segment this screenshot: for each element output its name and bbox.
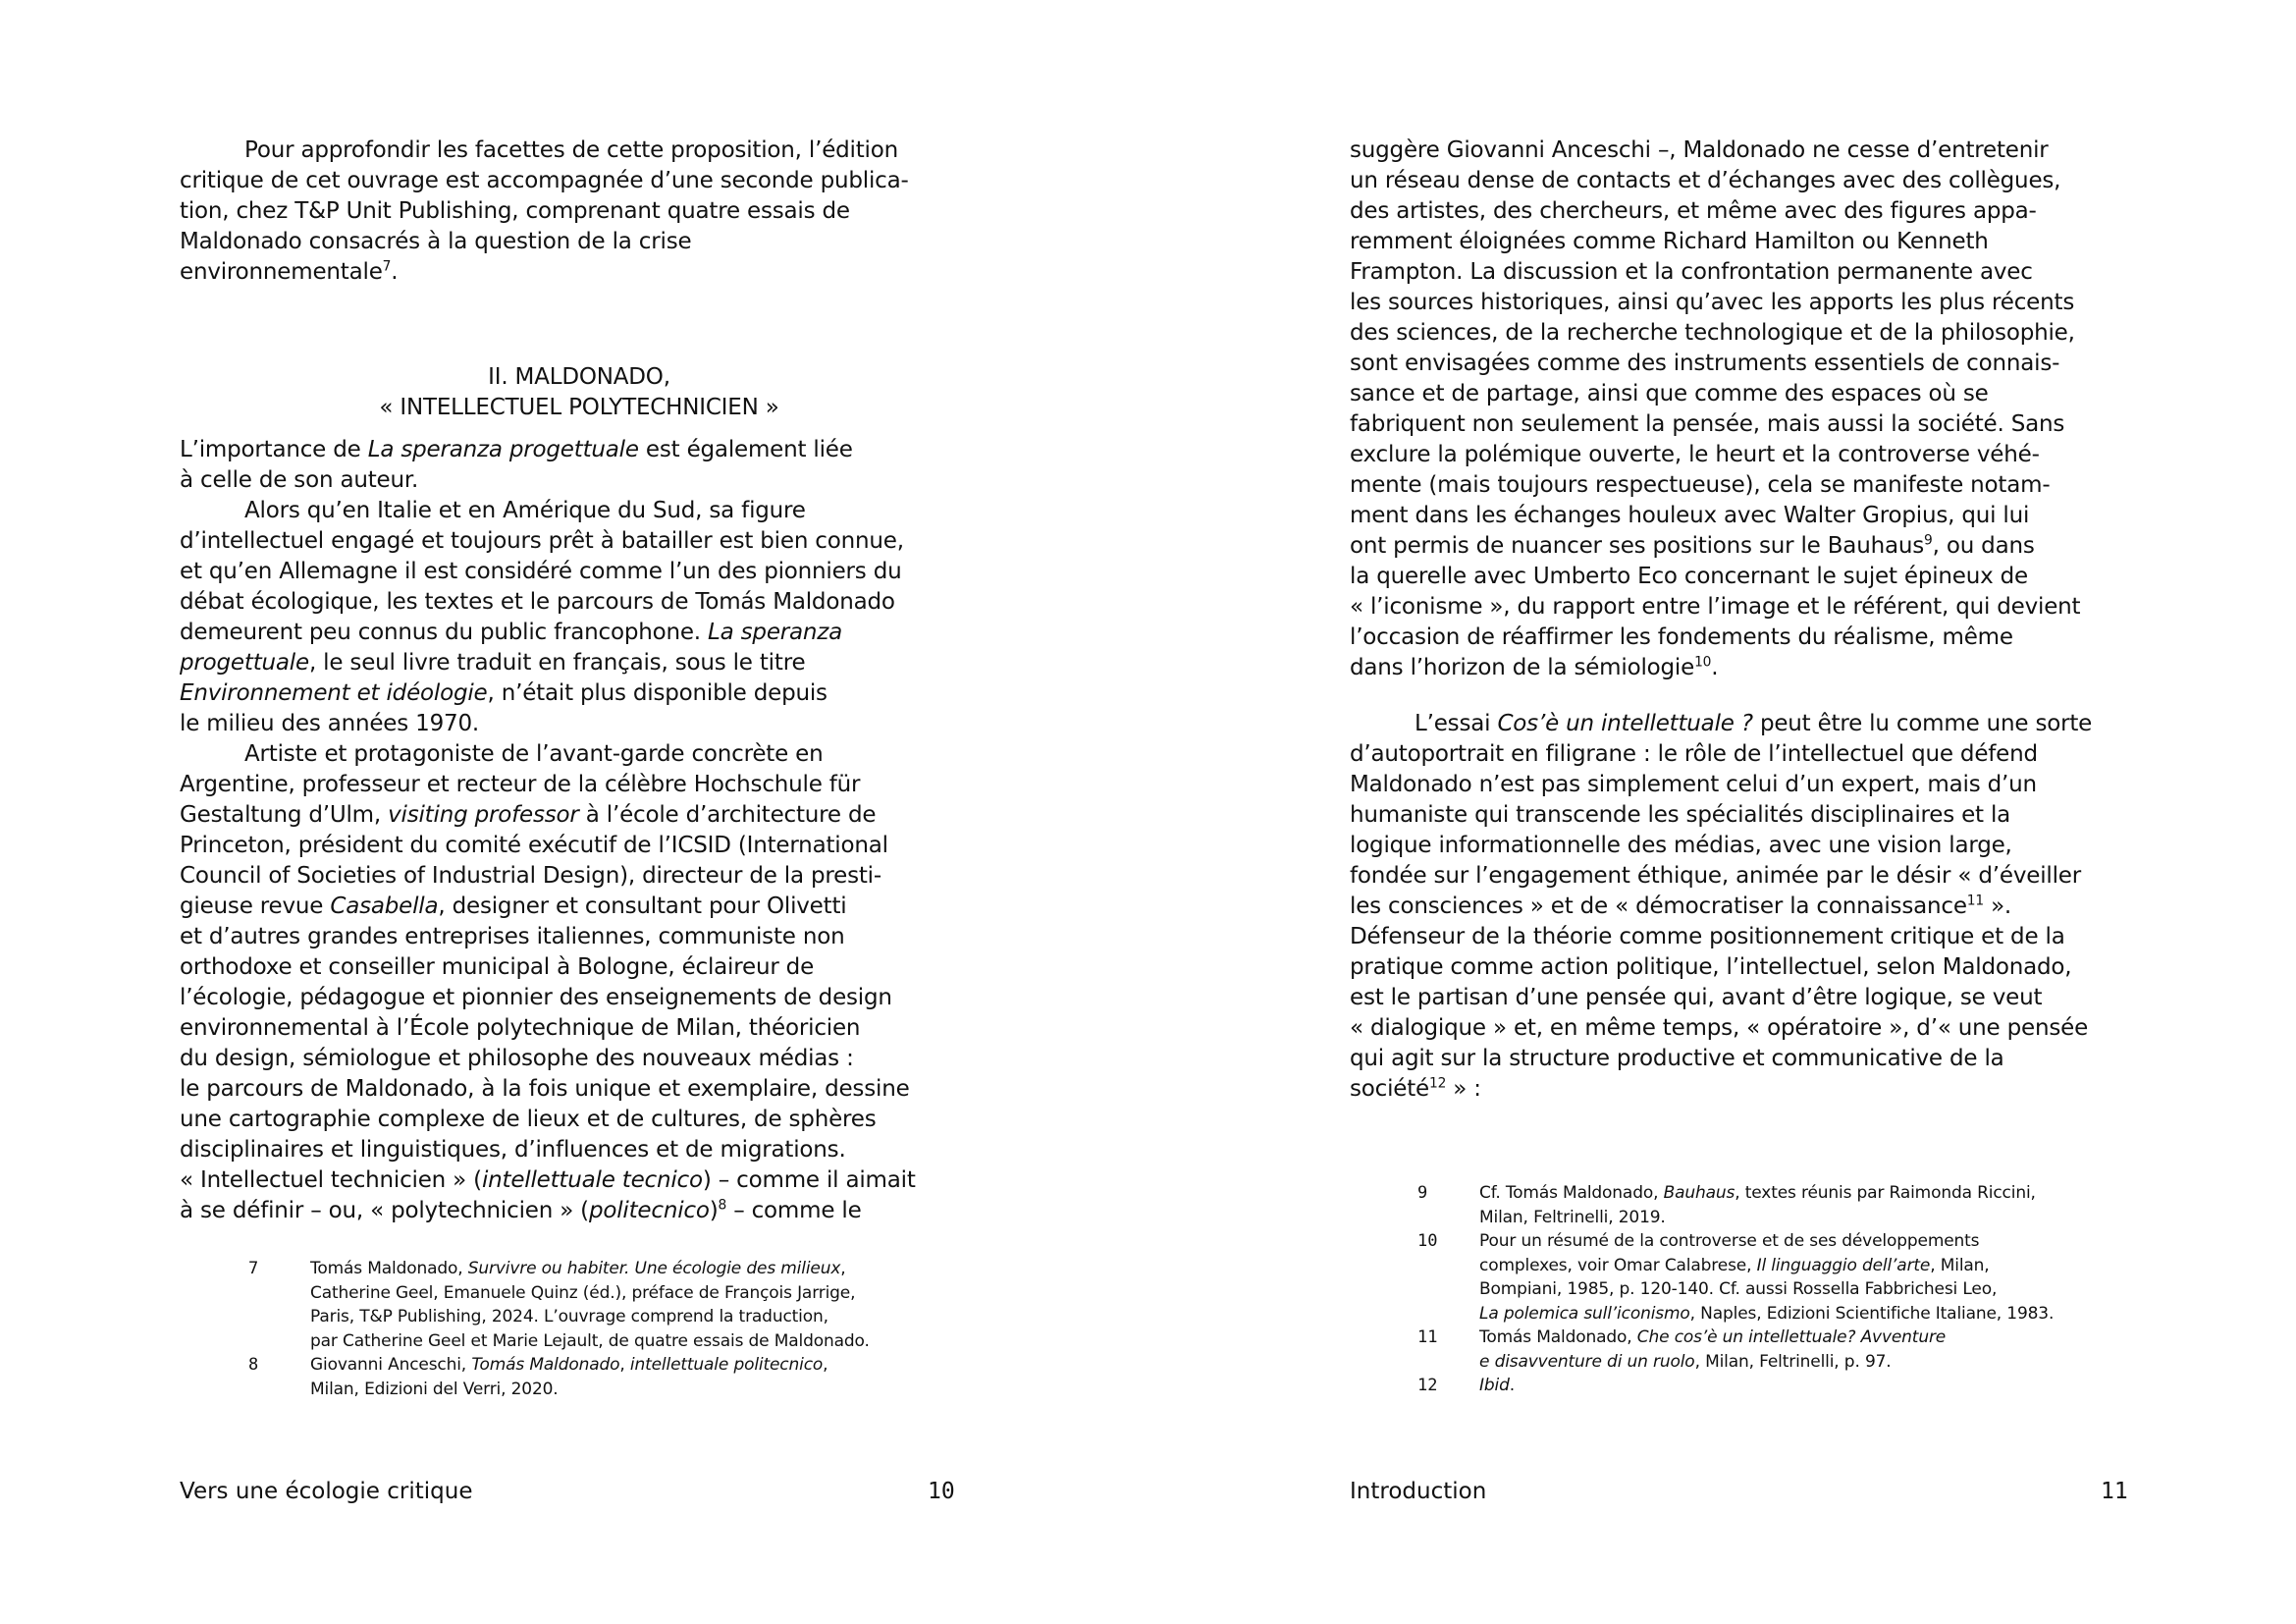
italic-text: visiting professor: [388, 802, 579, 828]
text-run: société: [1350, 1076, 1430, 1102]
text-run: peut être lu comme une sorte: [1752, 711, 2093, 736]
body-line: [180, 770, 860, 800]
body-line: [1350, 440, 2040, 470]
text-run: Paris, T&P Publishing, 2024. L’ouvrage comprend la traduction,: [310, 1307, 828, 1326]
body-line: [1350, 892, 2011, 922]
text-run: ,: [840, 1259, 846, 1278]
text-run: sance et de partage, ainsi que comme des espaces où se: [1350, 381, 1989, 406]
text-run: « Intellectuel technicien » (: [180, 1167, 482, 1193]
text-run: Council of Societies of Industrial Design), directeur de la presti-: [180, 863, 881, 889]
text-run: un réseau dense de contacts et d’échanges avec des collègues,: [1350, 168, 2061, 193]
italic-text: intellettuale politecnico: [629, 1355, 824, 1375]
body-line: [1350, 770, 2037, 800]
body-line: [1350, 227, 1989, 257]
text-run: critique de cet ouvrage est accompagnée d’une seconde publica-: [180, 168, 909, 193]
text-run: , ou dans: [1932, 533, 2035, 559]
footnote-number: 8: [248, 1355, 259, 1375]
text-run: L’importance de: [180, 437, 368, 462]
italic-text: Survivre ou habiter. Une écologie des milieux: [467, 1259, 841, 1278]
text-run: du design, sémiologue et philosophe des nouveaux médias :: [180, 1046, 854, 1071]
footnote-line: [310, 1329, 870, 1354]
footnote-line: [310, 1305, 828, 1329]
text-run: le parcours de Maldonado, à la fois unique et exemplaire, dessine: [180, 1076, 910, 1102]
text-run: mente (mais toujours respectueuse), cela se manifeste notam-: [1350, 472, 2051, 498]
body-line: [1350, 800, 2010, 831]
text-run: , designer et consultant pour Olivetti: [438, 893, 847, 919]
text-run: Frampton. La discussion et la confrontation permanente avec: [1350, 259, 2033, 285]
page-number-left: 10: [928, 1479, 955, 1504]
footnote-ref: 7: [382, 258, 392, 275]
text-run: L’essai: [1415, 711, 1498, 736]
text-run: environnemental à l’École polytechnique de Milan, théoricien: [180, 1015, 861, 1041]
footnote-number: 12: [1417, 1376, 1438, 1395]
text-run: Giovanni Anceschi,: [310, 1355, 472, 1375]
italic-text: intellettuale tecnico: [481, 1167, 703, 1193]
text-run: est également liée: [638, 437, 853, 462]
text-run: Cf. Tomás Maldonado,: [1479, 1183, 1664, 1203]
text-run: Bompiani, 1985, p. 120-140. Cf. aussi Rossella Fabbrichesi Leo,: [1479, 1279, 1998, 1299]
footnote-ref: 12: [1429, 1075, 1447, 1092]
body-line: [1350, 1013, 2088, 1044]
text-run: Artiste et protagoniste de l’avant-garde concrète en: [244, 741, 824, 767]
body-line: [180, 166, 909, 196]
text-run: des sciences, de la recherche technologique et de la philosophie,: [1350, 320, 2075, 346]
body-line: [180, 1196, 862, 1226]
text-run: Pour approfondir les facettes de cette proposition, l’édition: [244, 137, 898, 163]
body-line: [180, 1105, 877, 1135]
italic-text: e disavventure di un ruolo: [1479, 1351, 1695, 1372]
footnote-line: [1479, 1374, 1515, 1398]
text-run: Maldonado consacrés à la question de la crise: [180, 229, 692, 254]
text-run: les consciences » et de « démocratiser la connaissance: [1350, 893, 1967, 919]
italic-text: Casabella: [330, 893, 439, 919]
footnote-line: [1479, 1326, 1946, 1350]
body-line: [1350, 623, 2013, 653]
text-run: à se définir – ou, « polytechnicien » (: [180, 1198, 589, 1223]
body-line: [1350, 1074, 1481, 1105]
running-title-right: Introduction: [1350, 1479, 1487, 1504]
italic-text: Tomás Maldonado: [471, 1355, 620, 1375]
italic-text: La speranza progettuale: [367, 437, 639, 462]
text-run: Maldonado n’est pas simplement celui d’un expert, mais d’un: [1350, 772, 2037, 797]
text-run: Catherine Geel, Emanuele Quinz (éd.), préface de François Jarrige,: [310, 1282, 856, 1303]
text-run: logique informationnelle des médias, avec une vision large,: [1350, 833, 2012, 858]
body-line: [244, 739, 824, 770]
text-run: fondée sur l’engagement éthique, animée par le désir « d’éveiller: [1350, 863, 2081, 889]
body-line: [180, 678, 828, 709]
body-line: [180, 227, 691, 257]
italic-text: Bauhaus: [1663, 1183, 1735, 1203]
text-run: Argentine, professeur et recteur de la célèbre Hochschule für: [180, 772, 861, 797]
text-run: , Naples, Edizioni Scientifiche Italiane, 1983.: [1689, 1303, 2055, 1324]
body-line: [180, 1135, 846, 1165]
running-title-left: Vers une écologie critique: [180, 1479, 473, 1504]
italic-text: La polemica sull’iconismo: [1479, 1303, 1690, 1324]
body-line: [1350, 952, 2071, 983]
footnote-line: [310, 1281, 855, 1306]
text-run: sont envisagées comme des instruments essentiels de connais-: [1350, 351, 2060, 376]
text-run: complexes, voir Omar Calabrese,: [1479, 1255, 1757, 1275]
text-run: » :: [1446, 1076, 1481, 1102]
body-line: [1350, 922, 2065, 952]
footnote-line: [1479, 1181, 2036, 1206]
italic-text: progettuale: [180, 650, 309, 676]
text-run: débat écologique, les textes et le parcours de Tomás Maldonado: [180, 589, 895, 615]
body-line: [1350, 288, 2074, 318]
text-run: à celle de son auteur.: [180, 467, 419, 493]
body-line: [1350, 470, 2050, 501]
text-run: , Milan,: [1930, 1255, 1990, 1275]
body-line: [1350, 196, 2037, 227]
body-line: [244, 135, 898, 166]
italic-text: La speranza: [708, 620, 843, 645]
body-line: [1350, 257, 2033, 288]
text-run: pratique comme action politique, l’intellectuel, selon Maldonado,: [1350, 954, 2072, 980]
text-run: remment éloignées comme Richard Hamilton ou Kenneth: [1350, 229, 1989, 254]
body-line: [1350, 318, 2075, 349]
text-run: orthodoxe et conseiller municipal à Bologne, éclaireur de: [180, 954, 815, 980]
text-run: Milan, Feltrinelli, 2019.: [1479, 1207, 1666, 1227]
text-run: ) – comme il aimait: [702, 1167, 916, 1193]
text-run: Tomás Maldonado,: [1479, 1327, 1637, 1347]
body-line: [1350, 135, 2049, 166]
body-line: [1350, 653, 1718, 683]
footnote-line: [1479, 1302, 2054, 1326]
text-run: une cartographie complexe de lieux et de cultures, de sphères: [180, 1107, 877, 1132]
body-line: [180, 557, 901, 587]
body-line: [180, 257, 398, 288]
footnote-number: 10: [1417, 1231, 1438, 1251]
body-line: [180, 892, 846, 922]
text-run: est le partisan d’une pensée qui, avant d’être logique, se veut: [1350, 985, 2043, 1010]
text-run: et qu’en Allemagne il est considéré comme l’un des pionniers du: [180, 559, 902, 584]
footnote-line: [1479, 1350, 1892, 1375]
body-line: [180, 861, 881, 892]
footnote-ref: 10: [1694, 654, 1712, 671]
body-line: [1350, 531, 2035, 562]
text-run: fabriquent non seulement la pensée, mais aussi la société. Sans: [1350, 411, 2065, 437]
italic-text: Il linguaggio dell’arte: [1756, 1255, 1931, 1275]
footnote-line: [310, 1257, 846, 1281]
text-run: Milan, Edizioni del Verri, 2020.: [310, 1379, 559, 1399]
body-line: [180, 526, 904, 557]
body-line: [1350, 739, 2038, 770]
text-run: « dialogique » et, en même temps, « opératoire », d’« une pensée: [1350, 1015, 2089, 1041]
text-run: l’occasion de réaffirmer les fondements du réalisme, même: [1350, 624, 2013, 650]
body-line: [180, 648, 805, 678]
text-run: gieuse revue: [180, 893, 331, 919]
section-heading: II. MALDONADO,: [488, 364, 670, 390]
page-number-right: 11: [2101, 1479, 2128, 1504]
footnote-ref: 11: [1966, 893, 1984, 909]
body-line: [1350, 379, 1989, 409]
body-line: [180, 618, 842, 648]
text-run: et d’autres grandes entreprises italiennes, communiste non: [180, 924, 845, 949]
body-line: [180, 1074, 910, 1105]
text-run: exclure la polémique ouverte, le heurt et la controverse véhé-: [1350, 442, 2040, 467]
footnote-line: [310, 1353, 828, 1378]
body-line: [180, 1044, 854, 1074]
footnote-line: [1479, 1277, 1997, 1302]
body-line: [1350, 1044, 2004, 1074]
text-run: qui agit sur la structure productive et communicative de la: [1350, 1046, 2004, 1071]
text-run: Tomás Maldonado,: [310, 1259, 468, 1278]
footnote-number: 9: [1417, 1183, 1428, 1203]
text-run: la querelle avec Umberto Eco concernant le sujet épineux de: [1350, 564, 2029, 589]
text-run: ,: [823, 1355, 828, 1375]
text-run: Princeton, président du comité exécutif de l’ICSID (International: [180, 833, 888, 858]
body-line: [180, 983, 892, 1013]
text-run: Pour un résumé de la controverse et de ses développements: [1479, 1231, 1980, 1251]
body-line: [244, 496, 806, 526]
italic-text: Cos’è un intellettuale ?: [1497, 711, 1753, 736]
footnote-line: [1479, 1254, 1990, 1278]
text-run: des artistes, des chercheurs, et même avec des figures appa-: [1350, 198, 2037, 224]
text-run: suggère Giovanni Anceschi –, Maldonado ne cesse d’entretenir: [1350, 137, 2049, 163]
text-run: disciplinaires et linguistiques, d’influences et de migrations.: [180, 1137, 846, 1163]
text-run: .: [391, 259, 399, 285]
body-line: [180, 800, 876, 831]
body-line: [1350, 501, 2029, 531]
text-run: ,: [619, 1355, 630, 1375]
italic-text: Che cos’è un intellettuale? Avventure: [1636, 1327, 1947, 1347]
text-run: ): [709, 1198, 719, 1223]
footnote-number: 11: [1417, 1327, 1438, 1347]
text-run: à l’école d’architecture de: [578, 802, 877, 828]
text-run: , le seul livre traduit en français, sous le titre: [308, 650, 806, 676]
text-run: , n’était plus disponible depuis: [487, 680, 828, 706]
footnote-line: [310, 1378, 559, 1402]
text-run: par Catherine Geel et Marie Lejault, de quatre essais de Maldonado.: [310, 1330, 870, 1351]
italic-text: politecnico: [588, 1198, 710, 1223]
italic-text: Ibid: [1479, 1376, 1510, 1395]
body-line: [180, 922, 844, 952]
body-line: [180, 435, 853, 465]
body-line: [180, 465, 418, 496]
body-line: [180, 1013, 860, 1044]
body-line: [1350, 831, 2012, 861]
text-run: Gestaltung d’Ulm,: [180, 802, 389, 828]
text-run: le milieu des années 1970.: [180, 711, 479, 736]
body-line: [180, 709, 479, 739]
text-run: d’intellectuel engagé et toujours prêt à batailler est bien connue,: [180, 528, 904, 554]
text-run: l’écologie, pédagogue et pionnier des enseignements de design: [180, 985, 892, 1010]
text-run: tion, chez T&P Unit Publishing, comprenant quatre essais de: [180, 198, 850, 224]
body-line: [180, 587, 895, 618]
footnote-line: [1479, 1206, 1666, 1230]
body-line: [1350, 983, 2042, 1013]
text-run: , Milan, Feltrinelli, p. 97.: [1694, 1351, 1892, 1372]
text-run: .: [1509, 1376, 1515, 1395]
text-run: ont permis de nuancer ses positions sur le Bauhaus: [1350, 533, 1925, 559]
right-page: [1148, 0, 2296, 1624]
italic-text: Environnement et idéologie: [180, 680, 488, 706]
text-run: « l’iconisme », du rapport entre l’image et le référent, qui devient: [1350, 594, 2081, 620]
body-line: [1350, 861, 2081, 892]
text-run: .: [1711, 655, 1719, 680]
text-run: d’autoportrait en filigrane : le rôle de l’intellectuel que défend: [1350, 741, 2038, 767]
text-run: demeurent peu connus du public francophone.: [180, 620, 709, 645]
body-line: [180, 831, 888, 861]
text-run: , textes réunis par Raimonda Riccini,: [1735, 1183, 2036, 1203]
body-line: [180, 1165, 916, 1196]
body-line: [1415, 709, 2092, 739]
text-run: humaniste qui transcende les spécialités disciplinaires et la: [1350, 802, 2011, 828]
text-run: les sources historiques, ainsi qu’avec les apports les plus récents: [1350, 290, 2075, 315]
body-line: [1350, 166, 2060, 196]
body-line: [1350, 562, 2028, 592]
text-run: Défenseur de la théorie comme positionnement critique et de la: [1350, 924, 2065, 949]
footnote-ref: 9: [1924, 532, 1933, 549]
text-run: dans l’horizon de la sémiologie: [1350, 655, 1695, 680]
footnote-number: 7: [248, 1259, 259, 1278]
body-line: [180, 196, 850, 227]
footnote-ref: 8: [718, 1197, 727, 1214]
section-heading: « INTELLECTUEL POLYTECHNICIEN »: [379, 395, 779, 420]
text-run: environnementale: [180, 259, 383, 285]
text-run: – comme le: [726, 1198, 862, 1223]
body-line: [1350, 409, 2064, 440]
text-run: ment dans les échanges houleux avec Walter Gropius, qui lui: [1350, 503, 2030, 528]
footnote-line: [1479, 1229, 1979, 1254]
text-run: ».: [1983, 893, 2012, 919]
body-line: [1350, 592, 2080, 623]
body-line: [180, 952, 814, 983]
text-run: Alors qu’en Italie et en Amérique du Sud, sa figure: [244, 498, 806, 523]
body-line: [1350, 349, 2059, 379]
